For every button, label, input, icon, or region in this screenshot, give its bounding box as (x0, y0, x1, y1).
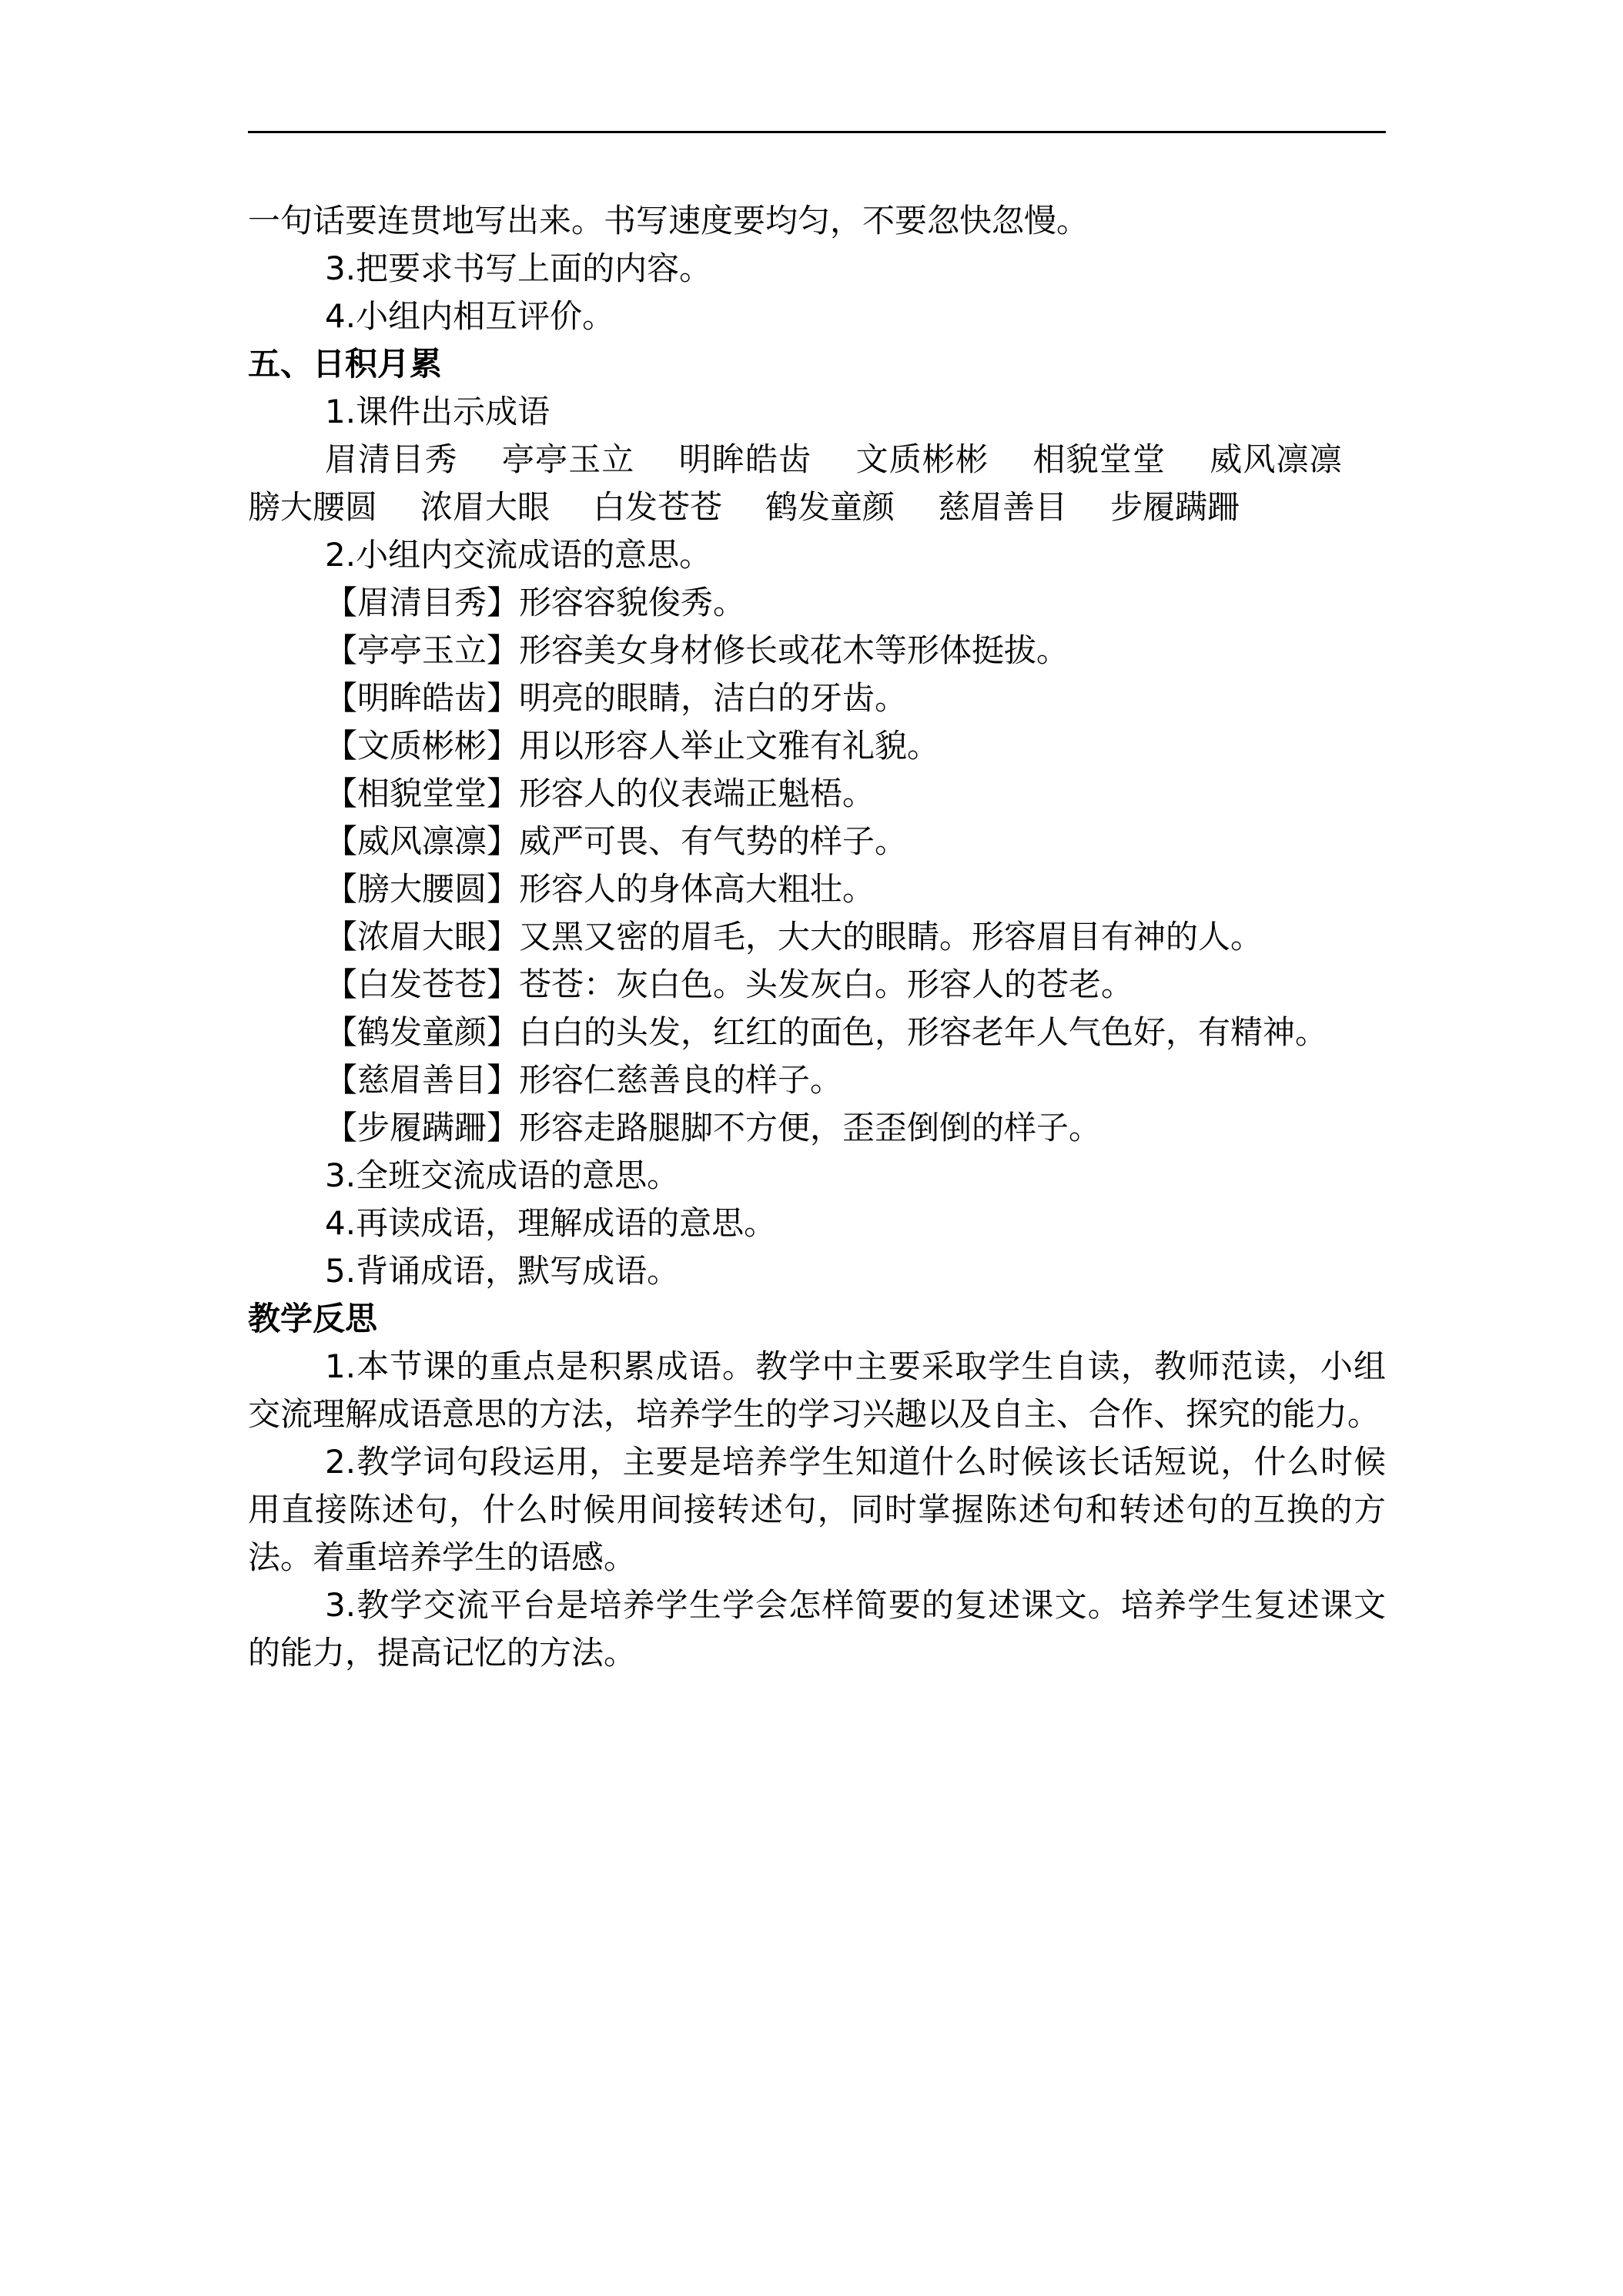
idiom-definition: 【慈眉善目】形容仁慈善良的样子。 (325, 1061, 843, 1099)
idiom-item: 眉清目秀 (325, 440, 458, 478)
idiom-list (248, 436, 1386, 531)
idiom-item: 步履蹒跚 (1110, 488, 1240, 526)
step-line: 4.再读成语，理解成语的意思。 (325, 1204, 777, 1242)
reflection-heading: 教学反思 (248, 1300, 378, 1337)
step-line: 2.小组内交流成语的意思。 (325, 536, 712, 574)
document-body (248, 197, 1386, 1677)
idiom-item: 浓眉大眼 (420, 488, 550, 526)
step-line: 3.全班交流成语的意思。 (325, 1156, 680, 1194)
idiom-item: 亭亭玉立 (500, 440, 635, 478)
idiom-definition: 【鹤发童颜】白白的头发，红红的面色，形容老年人气色好，有精神。 (325, 1013, 1328, 1051)
section-heading: 五、日积月累 (248, 345, 443, 383)
step-line: 5.背诵成语，默写成语。 (325, 1252, 680, 1290)
idiom-definition: 【威风凛凛】威严可畏、有气势的样子。 (325, 822, 908, 860)
idiom-definition: 【膀大腰圆】形容人的身体高大粗壮。 (325, 870, 875, 908)
idiom-item: 慈眉善目 (938, 488, 1068, 526)
idiom-item: 明眸皓齿 (678, 440, 812, 478)
idiom-definition: 【文质彬彬】用以形容人举止文雅有礼貌。 (325, 727, 940, 765)
reflection-paragraph: 1.本节课的重点是积累成语。教学中主要采取学生自读，教师范读，小组交流理解成语意思的方法，培养学生的学习兴趣以及自主、合作、探究的能力。 (248, 1347, 1386, 1433)
idiom-definition: 【明眸皓齿】明亮的眼睛，洁白的牙齿。 (325, 679, 908, 717)
idiom-item: 威风凛凛 (1209, 440, 1343, 478)
step-line: 4.小组内相互评价。 (325, 297, 615, 335)
idiom-definition: 【相貌堂堂】形容人的仪表端正魁梧。 (325, 775, 875, 812)
idiom-definition: 【步履蹒跚】形容走路腿脚不方便，歪歪倒倒的样子。 (325, 1109, 1102, 1146)
idiom-definition: 【浓眉大眼】又黑又密的眉毛，大大的眼睛。形容眉目有神的人。 (325, 918, 1263, 956)
step-line: 3.把要求书写上面的内容。 (325, 249, 712, 287)
idiom-item: 膀大腰圆 (248, 488, 378, 526)
idiom-item: 相貌堂堂 (1032, 440, 1166, 478)
idiom-item: 白发苍苍 (593, 488, 723, 526)
header-rule (248, 131, 1386, 133)
step-line: 1.课件出示成语 (325, 393, 550, 430)
reflection-paragraph: 3.教学交流平台是培养学生学会怎样简要的复述课文。培养学生复述课文的能力，提高记忆的方法。 (248, 1586, 1386, 1672)
reflection-paragraph: 2.教学词句段运用，主要是培养学生知道什么时候该长话短说，什么时候用直接陈述句，什么时候用间接转述句，同时掌握陈述句和转述句的互换的方法。着重培养学生的语感。 (248, 1443, 1386, 1576)
idiom-item: 鹤发童颜 (765, 488, 895, 526)
idiom-definition: 【眉清目秀】形容容貌俊秀。 (325, 584, 746, 621)
idiom-definition: 【白发苍苍】苍苍：灰白色。头发灰白。形容人的苍老。 (325, 966, 1134, 1003)
idiom-definition: 【亭亭玉立】形容美女身材修长或花木等形体挺拔。 (325, 631, 1069, 669)
continuation-line: 一句话要连贯地写出来。书写速度要均匀，不要忽快忽慢。 (248, 202, 1089, 239)
idiom-item: 文质彬彬 (855, 440, 989, 478)
